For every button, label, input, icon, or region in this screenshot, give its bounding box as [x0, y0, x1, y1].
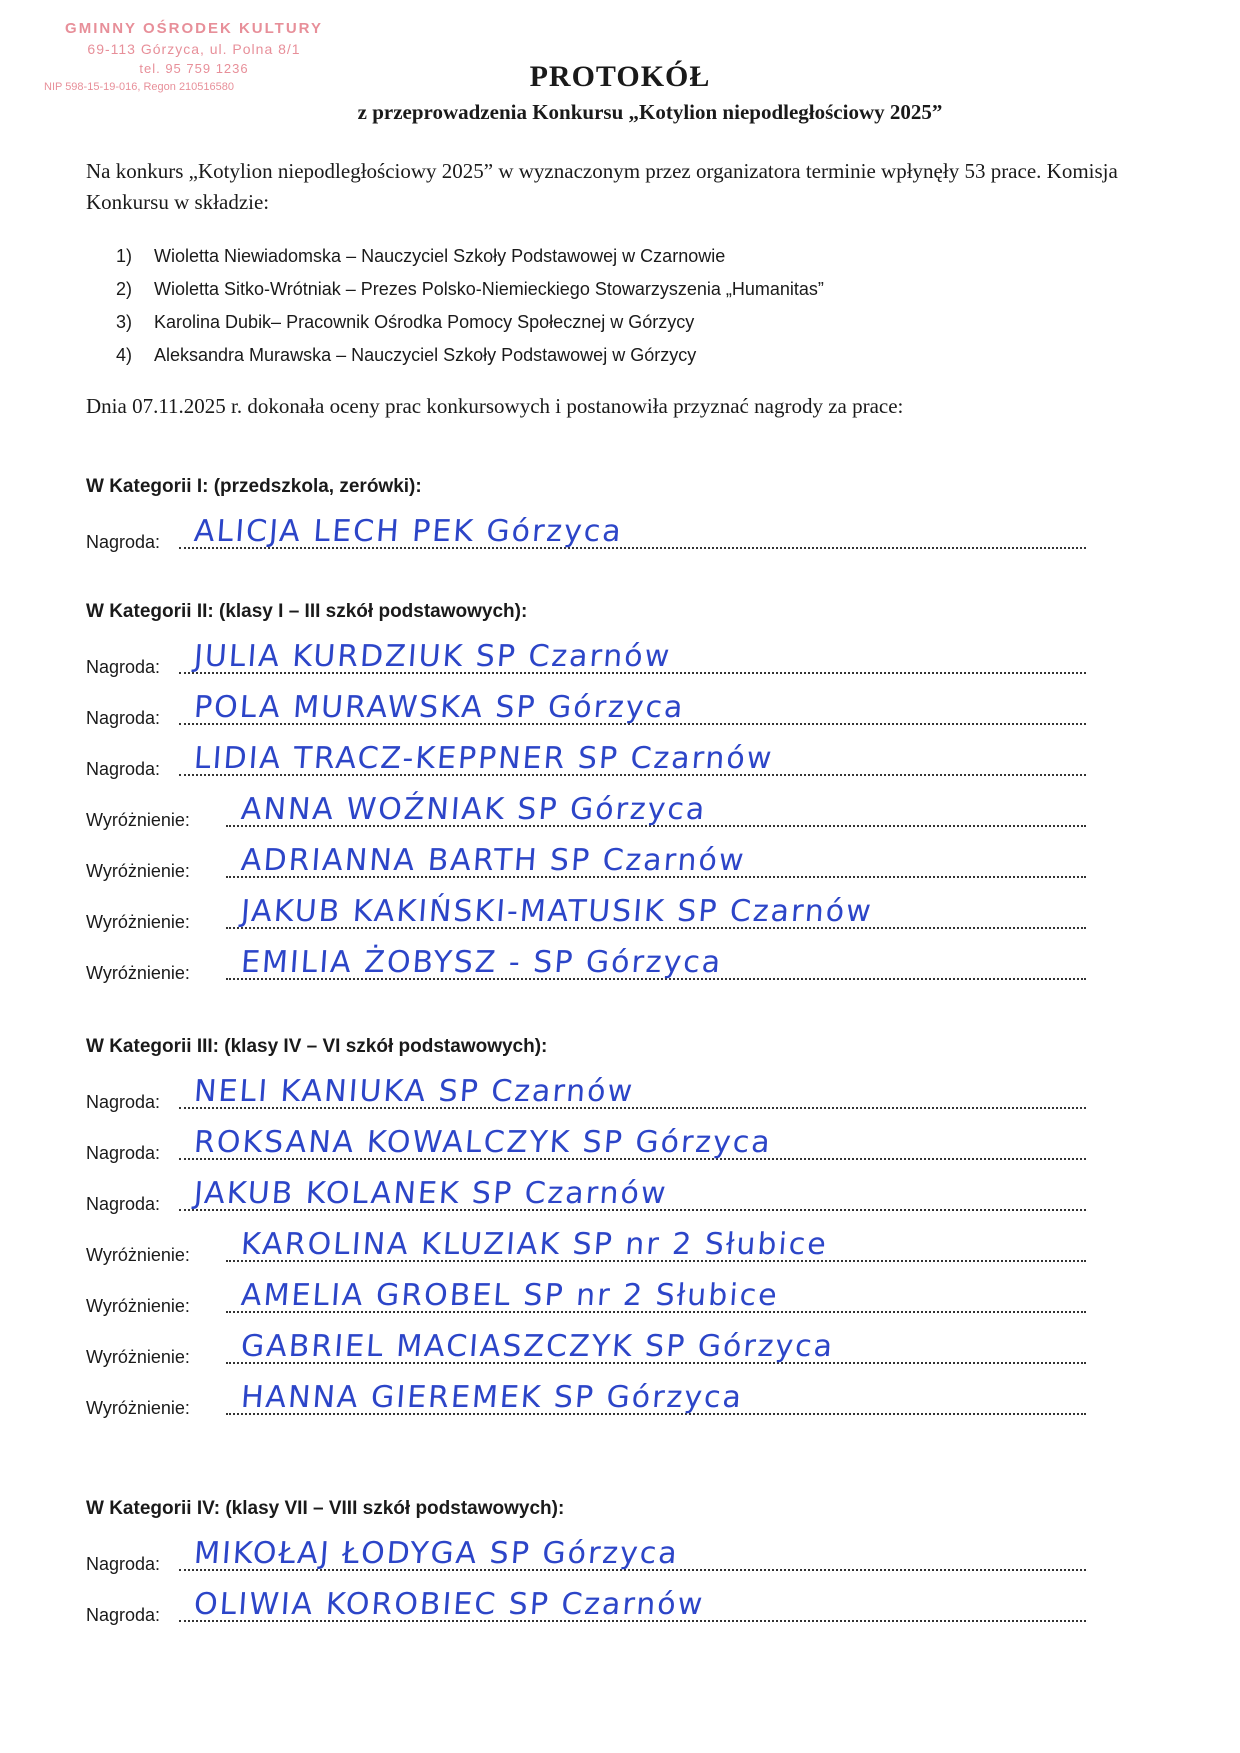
distinction-label: Wyróżnienie:	[86, 912, 190, 932]
committee-text: Wioletta Niewiadomska – Nauczyciel Szkoły Podstawowej w Czarnowie	[154, 246, 726, 266]
distinction-row	[86, 782, 1086, 833]
distinction-row	[86, 1217, 1086, 1268]
distinction-label: Wyróżnienie:	[86, 1296, 190, 1316]
category-title: W Kategorii II: (klasy I – III szkół podstawowych):	[86, 601, 528, 622]
handwritten-winner: MIKOŁAJ ŁODYGA SP Górzyca	[192, 1536, 680, 1571]
award-row	[86, 504, 1086, 555]
category-title: W Kategorii III: (klasy IV – VI szkół podstawowych):	[86, 1036, 548, 1057]
award-label: Nagroda:	[86, 1605, 161, 1625]
distinction-label: Wyróżnienie:	[86, 1398, 190, 1418]
committee-number: 3)	[116, 312, 133, 332]
handwritten-winner: GABRIEL MACIASZCZYK SP Górzyca	[239, 1329, 836, 1364]
committee-list	[116, 240, 1116, 372]
handwritten-winner: KAROLINA KLUZIAK SP nr 2 Słubice	[239, 1227, 829, 1262]
stamp-line-3: tel. 95 759 1236	[139, 61, 249, 76]
award-label: Nagroda:	[86, 1194, 161, 1214]
award-row	[86, 1115, 1086, 1166]
distinction-row	[86, 833, 1086, 884]
handwritten-winner: ANNA WOŹNIAK SP Górzyca	[239, 792, 708, 827]
committee-text: Karolina Dubik– Pracownik Ośrodka Pomocy Społecznej w Górzycy	[154, 312, 695, 332]
handwritten-winner: ADRIANNA BARTH SP Czarnów	[239, 843, 747, 878]
distinction-row	[86, 1268, 1086, 1319]
handwritten-winner: POLA MURAWSKA SP Górzyca	[192, 690, 686, 725]
category-2	[86, 595, 1086, 986]
handwritten-winner: ALICJA LECH PEK Górzyca	[192, 514, 624, 549]
handwritten-winner: EMILIA ŻOBYSZ - SP Górzyca	[239, 945, 724, 980]
stamp-line-2: 69-113 Górzyca, ul. Polna 8/1	[87, 41, 301, 57]
committee-member	[116, 240, 1116, 273]
distinction-label: Wyróżnienie:	[86, 861, 190, 881]
category-title: W Kategorii I: (przedszkola, zerówki):	[86, 476, 422, 497]
distinction-row	[86, 1370, 1086, 1421]
distinction-label: Wyróżnienie:	[86, 1347, 190, 1367]
stamp-line-1: GMINNY OŚRODEK KULTURY	[65, 20, 323, 37]
award-label: Nagroda:	[86, 1143, 161, 1163]
committee-member	[116, 306, 1116, 339]
handwritten-winner: NELI KANIUKA SP Czarnów	[192, 1074, 636, 1109]
category-4	[86, 1492, 1086, 1628]
distinction-row	[86, 1319, 1086, 1370]
award-row	[86, 1526, 1086, 1577]
category-1	[86, 470, 1086, 555]
intro-paragraph: Na konkurs „Kotylion niepodległościowy 2025” w wyznaczonym przez organizatora terminie wpłynęły 53 prace. Komisja Konkursu w składzie:	[86, 159, 1118, 214]
handwritten-winner: OLIWIA KOROBIEC SP Czarnów	[192, 1587, 706, 1622]
award-row	[86, 1064, 1086, 1115]
award-row	[86, 629, 1086, 680]
award-row	[86, 1166, 1086, 1217]
category-3	[86, 1030, 1086, 1421]
award-label: Nagroda:	[86, 759, 161, 779]
category-title: W Kategorii IV: (klasy VII – VIII szkół podstawowych):	[86, 1498, 565, 1519]
handwritten-winner: HANNA GIEREMEK SP Górzyca	[239, 1380, 745, 1415]
distinction-label: Wyróżnienie:	[86, 963, 190, 983]
award-label: Nagroda:	[86, 708, 161, 728]
distinction-row	[86, 884, 1086, 935]
committee-text: Wioletta Sitko-Wrótniak – Prezes Polsko-Niemieckiego Stowarzyszenia „Humanitas”	[154, 279, 824, 299]
award-row	[86, 731, 1086, 782]
handwritten-winner: AMELIA GROBEL SP nr 2 Słubice	[239, 1278, 780, 1313]
document-title: PROTOKÓŁ	[529, 60, 711, 93]
award-label: Nagroda:	[86, 657, 161, 677]
handwritten-winner: JAKUB KAKIŃSKI-MATUSIK SP Czarnów	[239, 894, 874, 929]
handwritten-winner: JULIA KURDZIUK SP Czarnów	[192, 639, 673, 674]
committee-number: 1)	[116, 246, 133, 266]
award-label: Nagroda:	[86, 1092, 161, 1112]
committee-number: 2)	[116, 279, 133, 299]
award-row	[86, 680, 1086, 731]
handwritten-winner: JAKUB KOLANEK SP Czarnów	[192, 1176, 669, 1211]
handwritten-winner: LIDIA TRACZ-KEPPNER SP Czarnów	[192, 741, 775, 776]
committee-text: Aleksandra Murawska – Nauczyciel Szkoły Podstawowej w Górzycy	[154, 345, 697, 365]
committee-number: 4)	[116, 345, 133, 365]
decision-paragraph: Dnia 07.11.2025 r. dokonała oceny prac konkursowych i postanowiła przyznać nagrody za prace:	[86, 394, 904, 418]
stamp-line-4: NIP 598-15-19-016, Regon 210516580	[44, 81, 235, 93]
distinction-label: Wyróżnienie:	[86, 810, 190, 830]
committee-member	[116, 273, 1116, 306]
handwritten-winner: ROKSANA KOWALCZYK SP Górzyca	[192, 1125, 773, 1160]
distinction-row	[86, 935, 1086, 986]
award-label: Nagroda:	[86, 532, 161, 552]
committee-member	[116, 339, 1116, 372]
award-row	[86, 1577, 1086, 1628]
distinction-label: Wyróżnienie:	[86, 1245, 190, 1265]
award-label: Nagroda:	[86, 1554, 161, 1574]
document-subtitle: z przeprowadzenia Konkursu „Kotylion niepodległościowy 2025”	[357, 100, 943, 124]
